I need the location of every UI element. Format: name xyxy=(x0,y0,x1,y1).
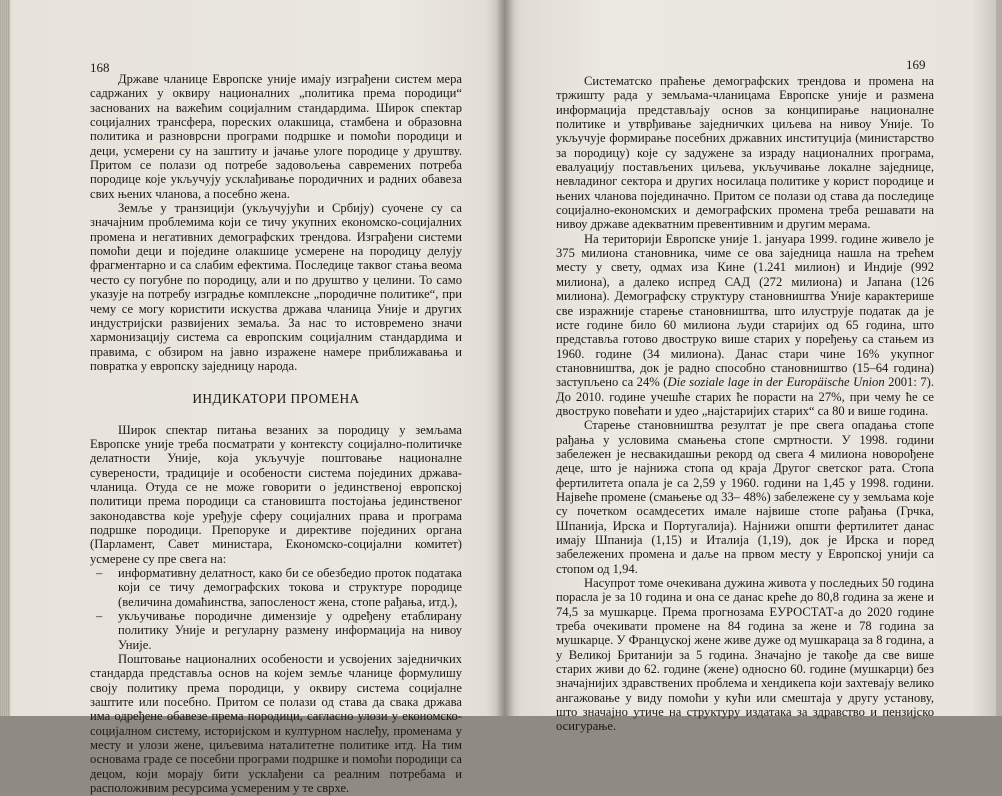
left-page-text xyxy=(90,72,462,796)
book-gutter xyxy=(496,0,514,716)
list-item: – укључивање породичне димензије у одређену етаблирану политику Уније и регуларну размену информација на нивоу Уније. xyxy=(90,609,462,652)
paragraph: Старење становништва резултат је пре свега опадања стопе рађања у условима смањења стопе смртности. У 1998. години забележен је несвакидашњи рекорд од свега 4 милиона новорођене деце, што је најнижа стопа од краја Другог светског рата. Стопа фертилитета опала је са 2,59 у 1960. години на 1,45 у 1998. години. Највеће промене (смањење од 33– 48%) забележене су у земљама које су почетком осамдесетих имале највише стопе рађања (Грчка, Шпанија, Ирска и Португалија). Најнижи општи фертилитет данас имају Шпанија (1,15) и Италија (1,19), док је Ирска и поред забележених промена и даље на првом месту у Европској унији са стопом од 1,94. xyxy=(556,418,934,576)
paragraph: Државе чланице Европске уније имају изграђени систем мера садржаних у оквиру националних „политика према породици“ заснованих на важећим социјалним стандардима. Широк спектар социјалних трансфера, пореских олакшица, стамбена и образовна политика и разноврсни програми подршке и помоћи породици и деци, усмерени су на заштиту и јачање улоге породице у друштву. Притом се полази од потребе задовољења савремених потреба породице које укључују усклађивање породичних и радних обавеза свих њених чланова, а посебно жена. xyxy=(90,72,462,201)
list-item: – информативну делатност, како би се обезбедио проток података који се тичу демографских токова и структуре породице (величина домаћинства, запосленост жена, стопе рађања, итд.), xyxy=(90,566,462,609)
paragraph: Широк спектар питања везаних за породицу у земљама Европске уније треба посматрати у контексту социјално-политичке делатности Уније, која укључује поштовање националне суверености, традиције и особености система појединих држава-чланица. Отуда се не може говорити о јединственој европској политици према породици са становишта постојања јединственог законодавства које уређује сферу социјалних права и програма подршке породици. Препоруке и директиве појединих органа (Парламент, Савет министара, Економско-социјални комитет) усмерене су пре свега на: xyxy=(90,422,462,566)
paragraph: Поштовање националних особености и усвојених заједничких стандарда представља основ на којем земље чланице формулишу своју политику према породици, у оквиру система социјалне заштите или посебно. Притом се полази од става да свака држава има одређене обавезе према породици, сагласно улози у економско-социјалном систему, историјском и културном наслеђу, променама у месту и улози жене, циљевима наталитетне политике итд. На тим основама граде се посебни програми подршке и помоћи породици са децом, који морају бити усклађени са реалним потребама и расположивим ресурсима усмереним у те сврхе. xyxy=(90,652,462,796)
paragraph: Земље у транзицији (укључујући и Србију) суочене су са значајним проблемима који се тичу укупних економско-социјалних промена и негативних демографских трендова. Изграђени системи помоћи деци и поједине олакшице усмерене на породицу делују фрагментарно и са слабим ефектима. Последице таквог стања веома често су погубне по породицу, али и по друштво у целини. То само указује на потребу изградње комплексне „породичне политике“, при чему се могу користити искуства држава чланица Уније и других индустријски развијених земаља. За нас то истовремено значи хармонизацију система са европским социјалним стандардима и правима, с обзиром на јавно изражене намере приближавања и повратка у европску заједницу народа. xyxy=(90,201,462,373)
citation-title: Die soziale lage in der Europäische Union xyxy=(667,375,885,390)
paragraph-text: На територији Европске уније 1. јануара 1999. године живело је 375 милиона становника, чиме се ова заједница нашла на трећем месту у свету, одмах иза Кине (1.241 милион) и Индије (992 милиона), а далеко испред САД (272 милиона) и Јапана (126 милиона). Демографску структуру становништва Уније карактерише све изражније старење становништва, што илуструје податак да је исте године било 60 милиона људи старијих од 65 година, што представља готово двоструко више старих у поређењу са стањем из 1960. године (34 милиона). Данас стари чине 16% укупног становништва, док је радно способно становништво (15–64 година) заступљено са 24% ( xyxy=(556,231,934,390)
section-heading: ИНДИКАТОРИ ПРОМЕНА xyxy=(192,391,360,407)
page-edges-right xyxy=(996,0,1002,716)
page-number-left: 168 xyxy=(90,60,110,75)
paragraph xyxy=(556,232,934,418)
paragraph: Насупрот томе очекивана дужина живота у последњих 50 година порасла је за 10 година и она се данас креће до 80,8 година за жене и 74,5 за мушкарце. Према прогнозама ЕУРОСТАТ-а до 2020 године треба очекивати промене на 84 година за жене и 78 година за мушкарце. У Француској жене живе дуже од мушкараца за 8 година, а у Великој Британији за 5 година. Значајно је такође да све више старих живи до 62. године (жене) односно 60. године (мушкарци) без значајнијих здравствених проблема и хендикепа који захтевају велико ангажовање у виду помоћи у кући или смештаја у другу установу, што значајно утиче на структуру издатака за здравство и пензијско осигурање. xyxy=(556,576,934,734)
page-edges-left xyxy=(0,0,10,716)
right-page-text xyxy=(556,74,934,734)
paragraph-text: 2001: 7). До 2010. године учешће старих ће порасти на 27%, при чему ће се двоструко повећати и удео „најстаријих старих“ са 80 и више година. xyxy=(556,375,935,418)
paragraph: Систематско праћење демографских трендова и промена на тржишту рада у земљама-чланицама Европске уније и размена информација представљају основ за конципирање националне политике и утврђивање заједничких циљева на нивоу Уније. То укључује формирање посебних државних институција (министарство за породицу) које су задужене за израду националних програма, евалуацију постављених циљева, укључивање локалне заједнице, невладиног сектора и других носилаца политике у корист породице и њених чланова појединачно. Притом се полази од става да последице социјално-економских и демографских промена треба решавати на нивоу државе адекватним превентивним и другим мерама. xyxy=(556,74,934,232)
bullet-list xyxy=(90,566,462,652)
page-number-right: 169 xyxy=(906,57,926,72)
